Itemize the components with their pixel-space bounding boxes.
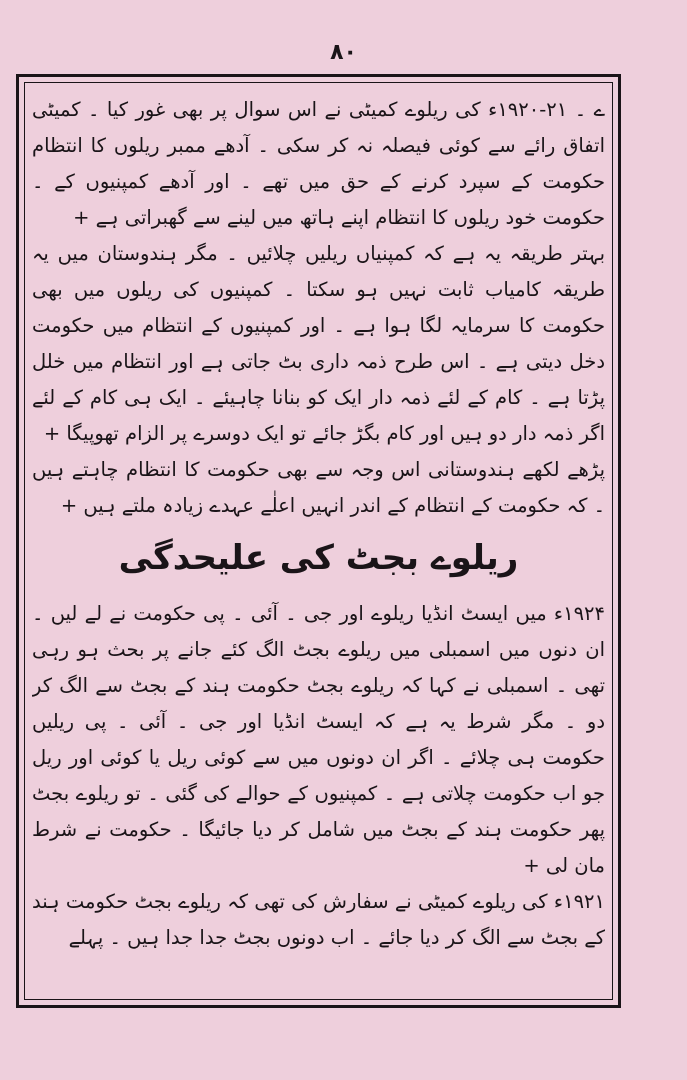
- paragraph-3: پڑھے لکھے ہندوستانی اس وجہ سے بھی حکومت کا انتظام چاہتے ہیں ۔ کہ حکومت کے انتظام کے اندر انہیں اعلٰے عہدے زیادہ ملتے ہیں +: [32, 458, 605, 517]
- section-heading: ریلوے بجٹ کی علیحدگی: [118, 538, 519, 578]
- paragraph-1: ے ۔ ۲۱-۱۹۲۰ء کی ریلوے کمیٹی نے اس سوال پر بھی غور کیا ۔ کمیٹی اتفاق رائے سے کوئی فیصلہ نہ کر سکی ۔ آدھے ممبر ریلوں کا انتظام حکومت کے سپرد کرنے کے حق میں تھے ۔ اور آدھے کمپنیوں کے ۔ حکومت خود ریلوں کا انتظام اپنے ہاتھ میں لینے سے گھبراتی ہے +: [32, 98, 605, 229]
- paragraph-2: بہتر طریقہ یہ ہے کہ کمپنیاں ریلیں چلائیں ۔ مگر ہندوستان میں یہ طریقہ کامیاب ثابت نہیں ہو سکتا ۔ کمپنیوں کی ریلوں میں بھی حکومت کا سرمایہ لگا ہوا ہے ۔ اور کمپنیوں کے انتظام میں حکومت دخل دیتی ہے ۔ اس طرح ذمہ داری بٹ جاتی ہے اور انتظام میں خلل پڑتا ہے ۔ کام کے لئے ذمہ دار ایک کو بنانا چاہیئے ۔ ایک ہی کام کے لئے اگر ذمہ دار دو ہیں اور کام بگڑ جائے تو ایک دوسرے پر الزام تھوپیگا +: [32, 242, 605, 445]
- page-content: [32, 92, 605, 992]
- section-paragraph-2: ۱۹۲۱ء کی ریلوے کمیٹی نے سفارش کی تھی کہ ریلوے بجٹ حکومت ہند کے بجٹ سے الگ کر دیا جائے ۔ اب دونوں بجٹ جدا جدا ہیں ۔ پہلے: [32, 890, 605, 949]
- section-paragraph-1: ۱۹۲۴ء میں ایسٹ انڈیا ریلوے اور جی ۔ آئی ۔ پی حکومت نے لے لیں ۔ ان دنوں میں اسمبلی میں ریلوے بجٹ الگ کئے جانے پر بحث ہو رہی تھی ۔ اسمبلی نے کہا کہ ریلوے بجٹ حکومت ہند کے بجٹ سے الگ کر دو ۔ مگر شرط یہ ہے کہ ایسٹ انڈیا اور جی ۔ آئی ۔ پی ریلیں حکومت ہی چلائے ۔ اگر ان دونوں میں سے کوئی ریل یا کوئی اور ریل جو اب حکومت چلاتی ہے ۔ کمپنیوں کے حوالے کی گئی ۔ تو ریلوے بجٹ پھر حکومت ہند کے بجٹ میں شامل کر دیا جائیگا ۔ حکومت نے شرط مان لی +: [32, 602, 605, 877]
- page-number: ۸۰: [330, 40, 357, 65]
